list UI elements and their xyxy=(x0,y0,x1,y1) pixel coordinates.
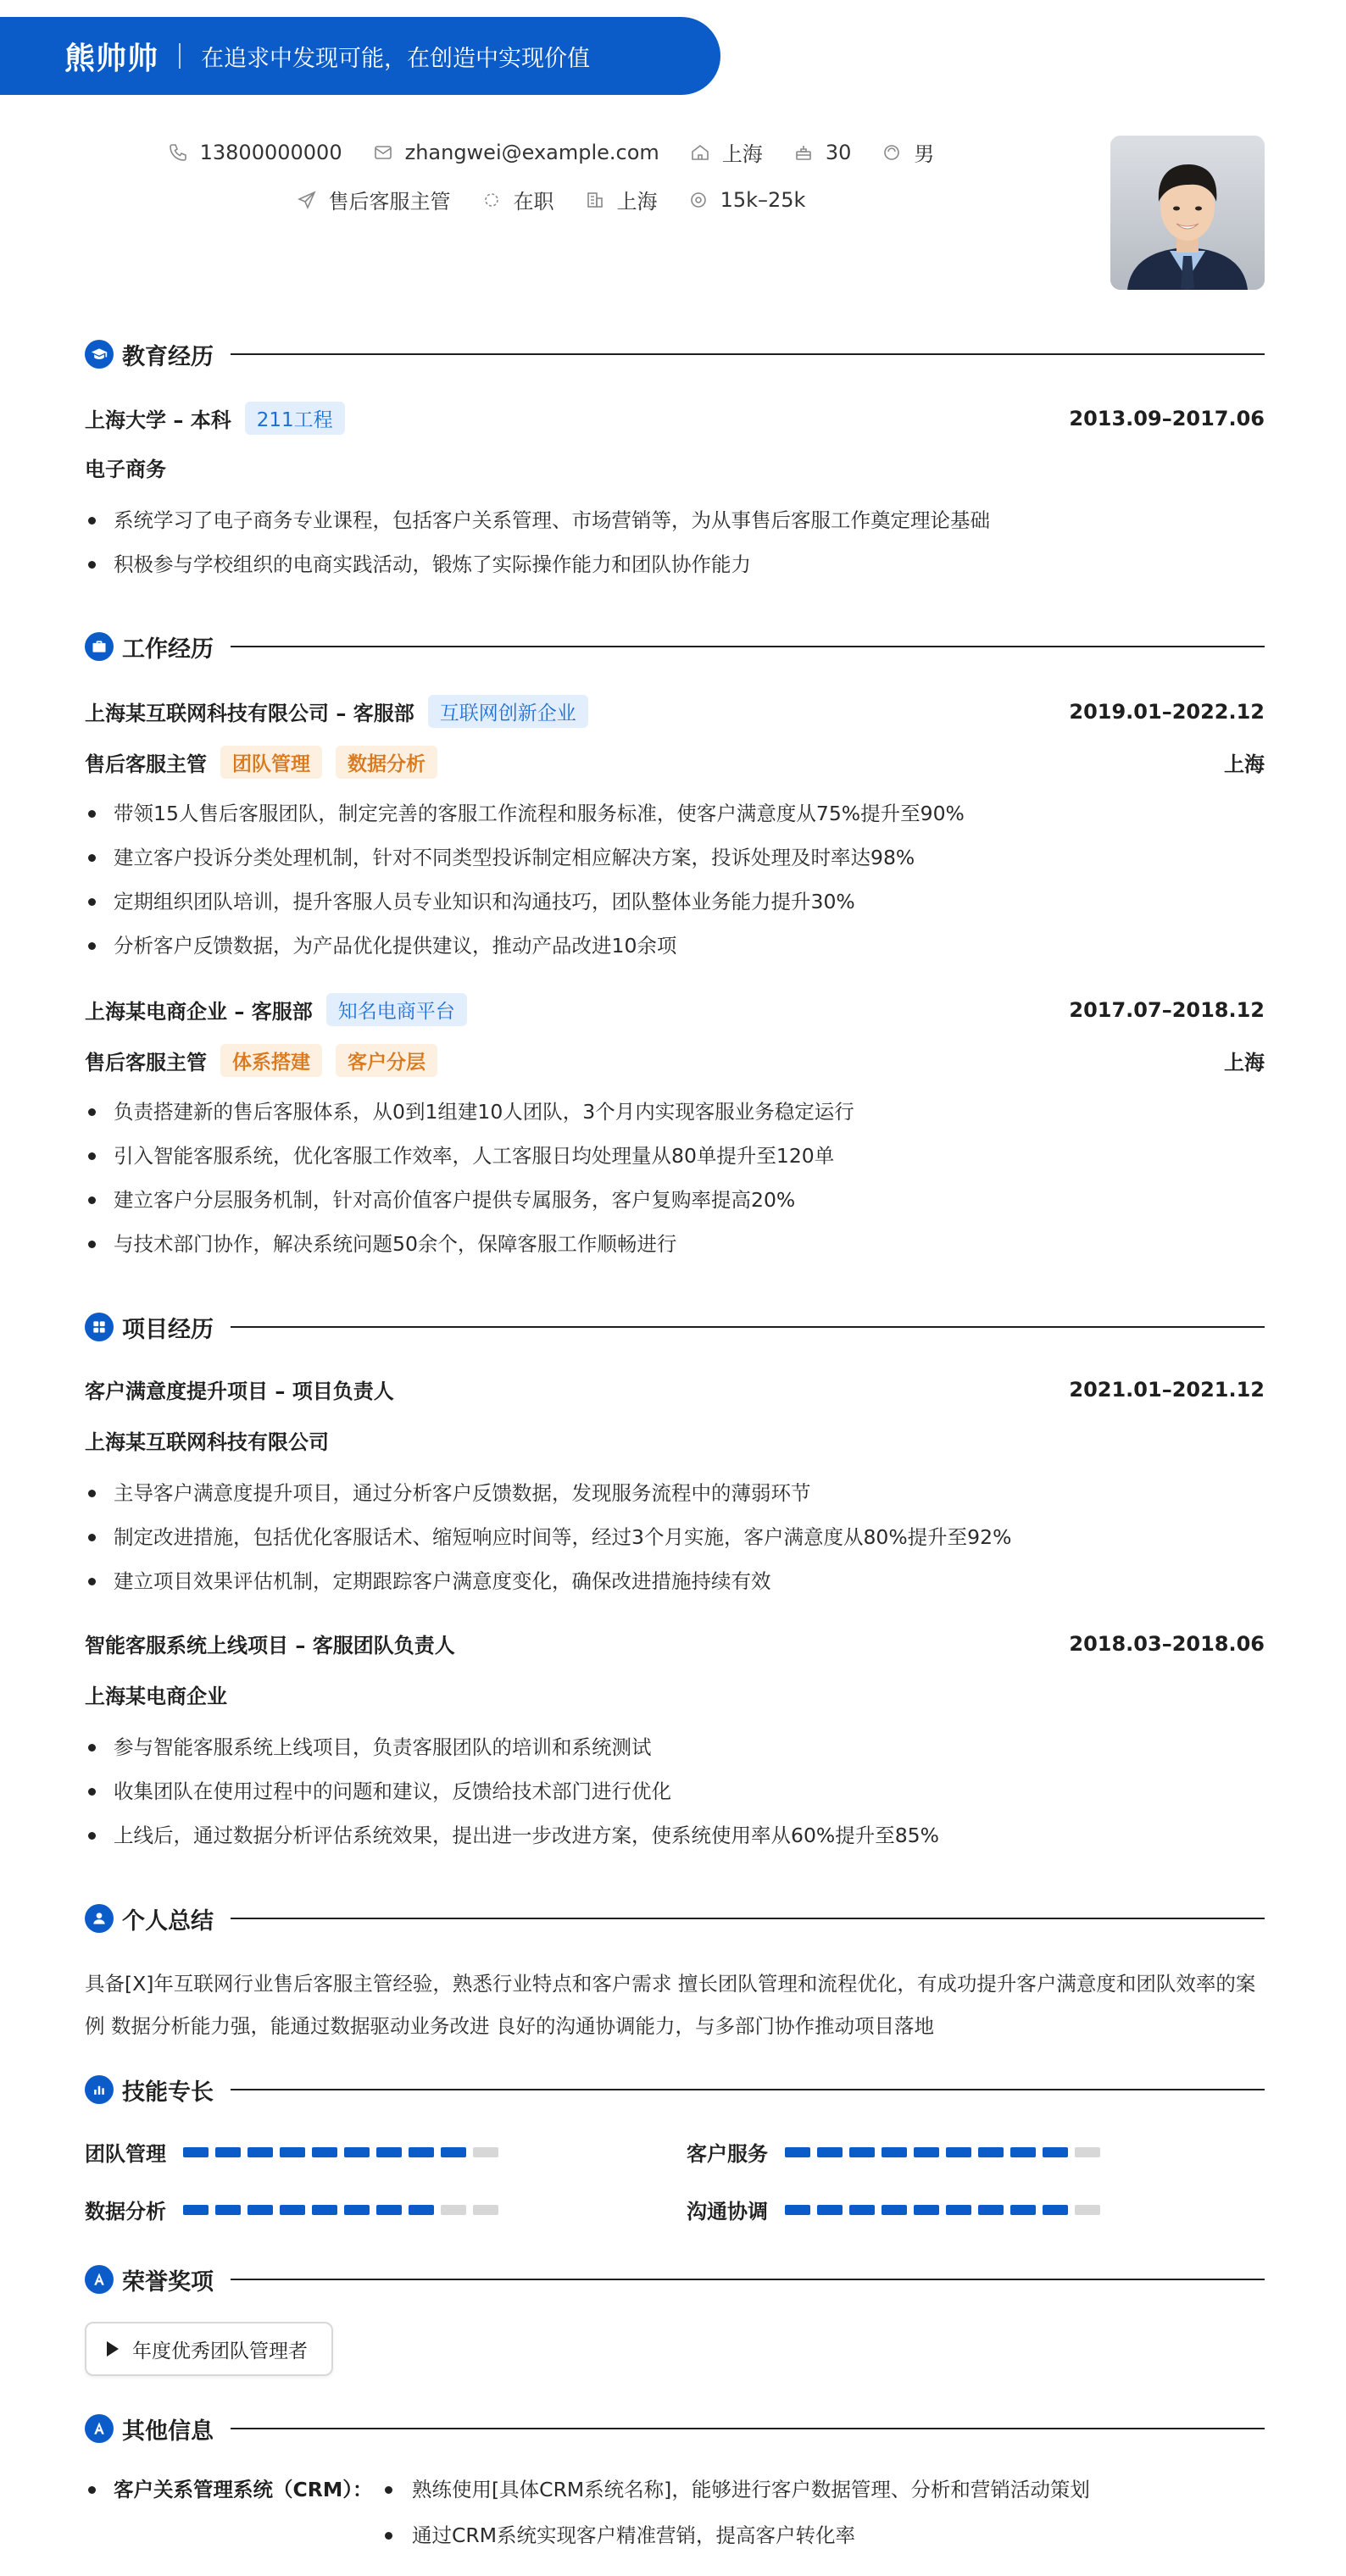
list-item: 建立项目效果评估机制，定期跟踪客户满意度变化，确保改进措施持续有效 xyxy=(85,1564,1265,1608)
work-entry-1-bullets xyxy=(85,797,1265,973)
list-item: 与技术部门协作，解决系统问题50余个，保障客服工作顺畅进行 xyxy=(85,1227,1265,1271)
skill-name: 沟通协调 xyxy=(687,2200,768,2223)
education-major: 电子商务 xyxy=(85,458,166,481)
work-role-tag: 数据分析 xyxy=(336,746,437,779)
project-period: 2018.03–2018.06 xyxy=(1069,1631,1265,1656)
section-other-header xyxy=(85,2412,1265,2446)
skill-level-segment xyxy=(1075,2147,1100,2157)
home-icon xyxy=(690,142,710,163)
list-item: 上线后，通过数据分析评估系统效果，提出进一步改进方案，使系统使用率从60%提升至85% xyxy=(85,1818,1265,1863)
skill-level-segment xyxy=(344,2205,370,2215)
skill-name: 数据分析 xyxy=(85,2200,166,2223)
skill-level-segment xyxy=(978,2147,1004,2157)
info-a-icon xyxy=(85,2414,114,2443)
work-role: 售后客服主管 xyxy=(85,752,207,776)
age-icon xyxy=(793,142,814,163)
work-role-tag: 团队管理 xyxy=(220,746,322,779)
list-item: 制定改进措施，包括优化客服话术、缩短响应时间等，经过3个月实施，客户满意度从80%提升至92% xyxy=(85,1520,1265,1564)
header-banner xyxy=(0,17,720,95)
skill-level-segment xyxy=(312,2205,337,2215)
work-period: 2017.07–2018.12 xyxy=(1069,997,1265,1022)
skill-level-segment xyxy=(817,2147,843,2157)
contact-row-1 xyxy=(0,137,1102,167)
header-divider xyxy=(179,43,181,69)
list-item: 定期组织团队培训，提升客服人员专业知识和沟通技巧，团队整体业务能力提升30% xyxy=(85,885,1265,929)
section-honors-title: 荣誉奖项 xyxy=(122,2268,214,2296)
project-2-org-row xyxy=(85,1679,1265,1709)
work-city: 上海 xyxy=(1224,752,1265,776)
work-role-tag: 体系搭建 xyxy=(220,1044,322,1077)
project-title: 客户满意度提升项目 – 项目负责人 xyxy=(85,1380,394,1403)
work-entry-1-role xyxy=(85,746,1265,779)
skill-level-segment xyxy=(344,2147,370,2157)
section-divider xyxy=(231,646,1265,647)
avatar-illustration xyxy=(1110,136,1265,290)
skill-level-segment xyxy=(882,2147,907,2157)
skill-level-segment xyxy=(183,2147,209,2157)
project-title: 智能客服系统上线项目 – 客服团队负责人 xyxy=(85,1634,455,1657)
skill-level-segment xyxy=(785,2205,810,2215)
gender-icon xyxy=(882,142,902,163)
skill-item xyxy=(85,2137,505,2167)
list-item: 通过CRM系统实现客户精准营销，提高客户转化率 xyxy=(381,2518,1090,2564)
skill-level-segment xyxy=(376,2147,402,2157)
honor-item[interactable] xyxy=(85,2322,333,2376)
section-honors-header xyxy=(85,2262,1265,2296)
project-period: 2021.01–2021.12 xyxy=(1069,1377,1265,1402)
skill-item xyxy=(687,2137,1107,2167)
work-role-tag: 客户分层 xyxy=(336,1044,437,1077)
skill-level-segment xyxy=(785,2147,810,2157)
skill-level-segment xyxy=(946,2205,971,2215)
grid-icon xyxy=(85,1313,114,1341)
list-item: 积极参与学校组织的电商实践活动，锻炼了实际操作能力和团队协作能力 xyxy=(85,547,1265,591)
briefcase-icon xyxy=(85,632,114,661)
project-1-org-row xyxy=(85,1425,1265,1455)
contact-age xyxy=(793,141,852,164)
section-divider xyxy=(231,2428,1265,2429)
education-major-row xyxy=(85,452,1265,482)
contact-work-city-text: 上海 xyxy=(616,190,658,214)
list-item: 引入智能客服系统，优化客服工作效率，人工客服日均处理量从80单提升至120单 xyxy=(85,1139,1265,1183)
work-entry-2-bullets xyxy=(85,1095,1265,1271)
work-company: 上海某互联网科技有限公司 – 客服部 xyxy=(85,702,414,725)
contact-city-text: 上海 xyxy=(721,142,763,166)
skill-item xyxy=(687,2195,1107,2224)
skill-level-segment xyxy=(248,2205,273,2215)
bar-chart-icon xyxy=(85,2075,114,2104)
project-2-bullets xyxy=(85,1730,1265,1863)
section-projects-title: 项目经历 xyxy=(122,1316,214,1343)
skill-level-bar xyxy=(785,2205,1107,2215)
mail-icon xyxy=(373,142,393,163)
skill-level-segment xyxy=(441,2205,466,2215)
section-projects-header xyxy=(85,1310,1265,1344)
contact-age-text: 30 xyxy=(825,140,852,164)
skill-level-segment xyxy=(1010,2205,1036,2215)
skill-level-bar xyxy=(183,2205,505,2215)
contact-salary xyxy=(688,188,806,212)
list-item: 建立客户分层服务机制，针对高价值客户提供专属服务，客户复购率提高20% xyxy=(85,1183,1265,1227)
contact-gender-text: 男 xyxy=(914,142,935,166)
skill-level-segment xyxy=(914,2147,939,2157)
skill-name: 客户服务 xyxy=(687,2142,768,2166)
skill-level-segment xyxy=(312,2147,337,2157)
list-item: 熟练使用[具体CRM系统名称]，能够进行客户数据管理、分析和营销活动策划 xyxy=(381,2473,1090,2518)
skill-item xyxy=(85,2195,505,2224)
graduation-cap-icon xyxy=(85,340,114,369)
work-entry-1-header xyxy=(85,695,1265,728)
contact-gender xyxy=(882,137,934,167)
section-work-header xyxy=(85,630,1265,663)
profile-photo xyxy=(1110,136,1265,290)
contact-phone xyxy=(168,141,342,164)
candidate-name: 熊帅帅 xyxy=(64,41,159,76)
contact-status xyxy=(481,185,554,214)
building-icon xyxy=(585,190,605,210)
skill-level-segment xyxy=(376,2205,402,2215)
skill-level-bar xyxy=(183,2147,505,2157)
other-info-key: 客户关系管理系统（CRM）： xyxy=(85,2473,372,2507)
contact-phone-text: 13800000000 xyxy=(199,140,342,164)
contact-row-2 xyxy=(0,185,1102,214)
project-1-bullets xyxy=(85,1476,1265,1608)
skill-level-segment xyxy=(248,2147,273,2157)
section-divider xyxy=(231,1326,1265,1328)
project-1-header xyxy=(85,1374,1265,1404)
list-item: 参与智能客服系统上线项目，负责客服团队的培训和系统测试 xyxy=(85,1730,1265,1774)
work-company-tag: 互联网创新企业 xyxy=(428,695,588,728)
contact-email-text: zhangwei@example.com xyxy=(404,140,659,164)
skill-level-segment xyxy=(280,2205,305,2215)
honor-text: 年度优秀团队管理者 xyxy=(132,2340,308,2362)
section-divider xyxy=(231,1918,1265,1919)
section-skills-header xyxy=(85,2073,1265,2107)
contact-city xyxy=(690,137,763,167)
skill-level-segment xyxy=(409,2205,434,2215)
skill-level-segment xyxy=(1043,2205,1068,2215)
contact-position-text: 售后客服主管 xyxy=(328,190,451,214)
list-item: 带领15人售后客服团队，制定完善的客服工作流程和服务标准，使客户满意度从75%提升至90% xyxy=(85,797,1265,841)
skill-level-segment xyxy=(409,2147,434,2157)
work-period: 2019.01–2022.12 xyxy=(1069,699,1265,724)
summary-text: 具备[X]年互联网行业售后客服主管经验，熟悉行业特点和客户需求 擅长团队管理和流程优化，有成功提升客户满意度和团队效率的案例 数据分析能力强，能通过数据驱动业务改进 良好的沟通协调能力，与多部门协作推动项目落地 xyxy=(85,1972,1256,2038)
skill-level-segment xyxy=(215,2147,241,2157)
project-2-header xyxy=(85,1629,1265,1658)
section-education-header xyxy=(85,337,1265,371)
skill-name: 团队管理 xyxy=(85,2142,166,2166)
skill-level-segment xyxy=(946,2147,971,2157)
skill-level-segment xyxy=(849,2205,875,2215)
work-role: 售后客服主管 xyxy=(85,1051,207,1074)
skill-level-segment xyxy=(914,2205,939,2215)
contact-position xyxy=(297,185,451,214)
other-info-list xyxy=(381,2473,1090,2564)
section-divider xyxy=(231,2089,1265,2090)
education-tag: 211工程 xyxy=(245,402,345,435)
skill-level-segment xyxy=(473,2205,498,2215)
skill-level-bar xyxy=(785,2147,1107,2157)
contact-work-city xyxy=(585,185,658,214)
status-icon xyxy=(481,190,502,210)
skill-level-segment xyxy=(817,2205,843,2215)
list-item: 分析客户反馈数据，为产品优化提供建议，推动产品改进10余项 xyxy=(85,929,1265,973)
list-item: 主导客户满意度提升项目，通过分析客户反馈数据，发现服务流程中的薄弱环节 xyxy=(85,1476,1265,1520)
skill-level-segment xyxy=(215,2205,241,2215)
candidate-motto: 在追求中发现可能，在创造中实现价值 xyxy=(201,45,591,72)
play-triangle-icon xyxy=(107,2341,119,2357)
send-icon xyxy=(297,190,317,210)
education-period: 2013.09–2017.06 xyxy=(1069,406,1265,430)
section-divider xyxy=(231,353,1265,355)
list-item: 建立客户投诉分类处理机制，针对不同类型投诉制定相应解决方案，投诉处理及时率达98% xyxy=(85,841,1265,885)
work-city: 上海 xyxy=(1224,1051,1265,1074)
award-icon xyxy=(85,2265,114,2294)
education-bullets xyxy=(85,503,1265,591)
section-education-title: 教育经历 xyxy=(122,343,214,370)
section-work-title: 工作经历 xyxy=(122,636,214,663)
project-org: 上海某电商企业 xyxy=(85,1685,227,1708)
salary-icon xyxy=(688,190,709,210)
phone-icon xyxy=(168,142,188,163)
section-skills-title: 技能专长 xyxy=(122,2079,214,2106)
list-item: 收集团队在使用过程中的问题和建议，反馈给技术部门进行优化 xyxy=(85,1774,1265,1818)
education-entry-header xyxy=(85,402,1265,435)
skill-level-segment xyxy=(441,2147,466,2157)
list-item: 系统学习了电子商务专业课程，包括客户关系管理、市场营销等，为从事售后客服工作奠定理论基础 xyxy=(85,503,1265,547)
user-icon xyxy=(85,1904,114,1933)
section-divider xyxy=(231,2279,1265,2280)
skill-level-segment xyxy=(280,2147,305,2157)
section-summary-header xyxy=(85,1901,1265,1935)
skill-level-segment xyxy=(183,2205,209,2215)
contact-email xyxy=(373,141,659,164)
skill-level-segment xyxy=(1043,2147,1068,2157)
work-company-tag: 知名电商平台 xyxy=(326,993,467,1026)
contact-salary-text: 15k–25k xyxy=(720,187,806,212)
skill-level-segment xyxy=(882,2205,907,2215)
work-company: 上海某电商企业 – 客服部 xyxy=(85,1000,313,1024)
work-entry-2-role xyxy=(85,1044,1265,1077)
education-school: 上海大学 – 本科 xyxy=(85,408,231,432)
skill-level-segment xyxy=(978,2205,1004,2215)
skill-level-segment xyxy=(1075,2205,1100,2215)
skill-level-segment xyxy=(849,2147,875,2157)
list-item: 负责搭建新的售后客服体系，从0到1组建10人团队，3个月内实现客服业务稳定运行 xyxy=(85,1095,1265,1139)
project-org: 上海某互联网科技有限公司 xyxy=(85,1430,329,1454)
skill-level-segment xyxy=(473,2147,498,2157)
contact-status-text: 在职 xyxy=(513,190,554,214)
skill-level-segment xyxy=(1010,2147,1036,2157)
work-entry-2-header xyxy=(85,993,1265,1026)
section-summary-title: 个人总结 xyxy=(122,1907,214,1935)
section-other-title: 其他信息 xyxy=(122,2418,214,2445)
